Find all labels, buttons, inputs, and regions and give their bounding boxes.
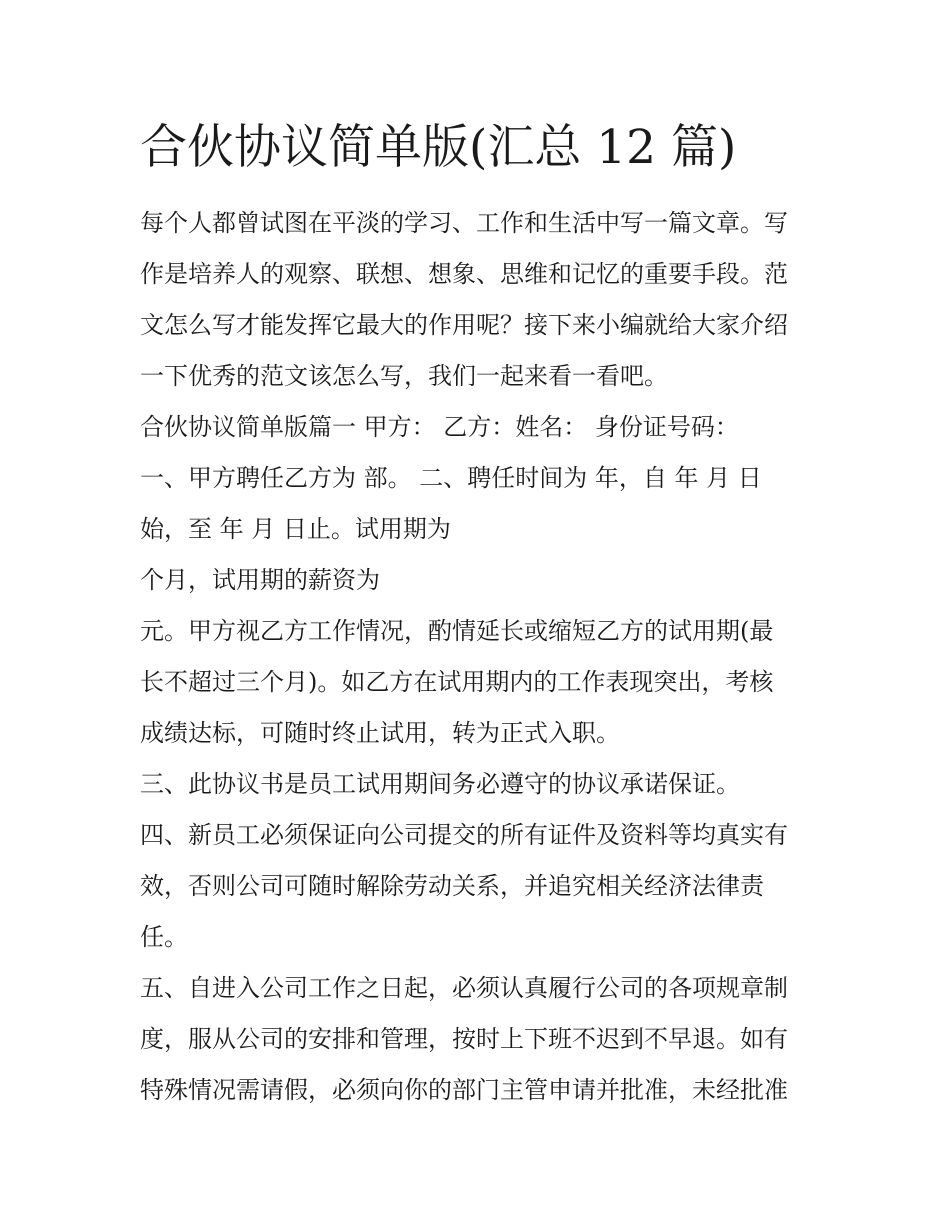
paragraph-line: 始，至 年 月 日止。试用期为 <box>140 515 451 543</box>
paragraph-line: 元。甲方视乙方工作情况，酌情延长或缩短乙方的试用期(最 <box>140 617 774 645</box>
document-title: 合伙协议简单版(汇总 12 篇) <box>140 120 737 175</box>
paragraph-line: 一下优秀的范文该怎么写，我们一起来看一看吧。 <box>140 362 668 390</box>
paragraph-line: 特殊情况需请假，必须向你的部门主管申请并批准，未经批准 <box>140 1076 788 1104</box>
paragraph-line: 四、新员工必须保证向公司提交的所有证件及资料等均真实有 <box>140 821 788 849</box>
paragraph-line: 成绩达标，可随时终止试用，转为正式入职。 <box>140 719 620 747</box>
paragraph-line: 个月，试用期的薪资为 <box>140 566 380 594</box>
document-body <box>140 198 820 1116</box>
paragraph-line: 长不超过三个月)。如乙方在试用期内的工作表现突出，考核 <box>140 668 774 696</box>
paragraph-line: 每个人都曾试图在平淡的学习、工作和生活中写一篇文章。写 <box>140 209 788 237</box>
paragraph-line: 作是培养人的观察、联想、想象、思维和记忆的重要手段。范 <box>140 260 788 288</box>
paragraph-line: 文怎么写才能发挥它最大的作用呢？接下来小编就给大家介绍 <box>140 311 788 339</box>
paragraph-line: 五、自进入公司工作之日起，必须认真履行公司的各项规章制 <box>140 974 788 1002</box>
paragraph-line: 任。 <box>140 923 188 951</box>
paragraph-line: 三、此协议书是员工试用期间务必遵守的协议承诺保证。 <box>140 770 740 798</box>
paragraph-line: 合伙协议简单版篇一 甲方： 乙方：姓名： 身份证号码： <box>140 413 739 441</box>
paragraph-line: 度，服从公司的安排和管理，按时上下班不迟到不早退。如有 <box>140 1025 788 1053</box>
paragraph-line: 一、甲方聘任乙方为 部。 二、聘任时间为 年，自 年 月 日 <box>140 464 762 492</box>
paragraph-line: 效，否则公司可随时解除劳动关系，并追究相关经济法律责 <box>140 872 764 900</box>
